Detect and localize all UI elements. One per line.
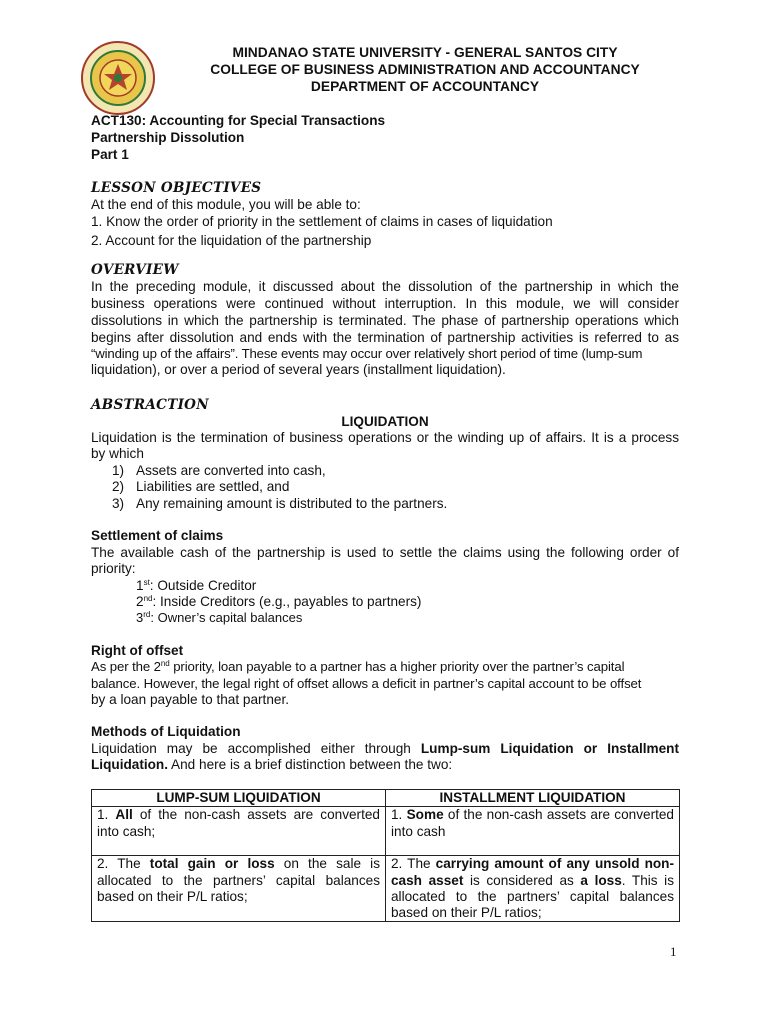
liquidation-step: 2) Liabilities are settled, and — [112, 479, 290, 494]
settlement-heading: Settlement of claims — [91, 528, 224, 543]
overview-line: In the preceding module, it discussed about the dissolution of the partnership in which the — [91, 279, 679, 294]
liquidation-step: 1) Assets are converted into cash, — [112, 463, 326, 478]
table-row — [92, 856, 680, 922]
course-part: Part 1 — [91, 147, 129, 162]
settlement-line: priority: — [91, 561, 136, 576]
table-cell: 1. All of the non-cash assets are converted into cash; — [92, 807, 386, 856]
overview-line: dissolutions in which the partnership is terminated. The phase of partnership operations which — [91, 313, 679, 328]
offset-line: As per the 2nd priority, loan payable to a partner has a higher priority over the partner’s capital — [91, 659, 625, 674]
overview-line: business operations were continued without interruption. In this module, we will consider — [91, 296, 679, 311]
liquidation-step: 3) Any remaining amount is distributed to the partners. — [112, 496, 448, 511]
table-row — [92, 807, 680, 856]
header-department: DEPARTMENT OF ACCOUNTANCY — [310, 79, 540, 94]
university-seal-logo — [80, 40, 156, 116]
priority-item: 2nd: Inside Creditors (e.g., payables to partners) — [136, 594, 422, 609]
header-university: MINDANAO STATE UNIVERSITY - GENERAL SANTOS CITY — [232, 45, 618, 60]
offset-line: balance. However, the legal right of offset allows a deficit in partner’s capital account to be offset — [91, 676, 642, 691]
liquidation-intro-line: by which — [91, 446, 144, 461]
table-cell: 2. The total gain or loss on the sale is allocated to the partners’ capital balances based on their P/L ratios; — [92, 856, 386, 922]
table-cell: 2. The carrying amount of any unsold non-cash asset is considered as a loss. This is allocated to the partners’ capital balances based on their P/L ratios; — [386, 856, 680, 922]
course-topic: Partnership Dissolution — [91, 130, 245, 145]
header-college: COLLEGE OF BUSINESS ADMINISTRATION AND ACCOUNTANCY — [210, 62, 640, 77]
table-header-installment: INSTALLMENT LIQUIDATION — [386, 790, 680, 807]
lesson-objectives-heading: LESSON OBJECTIVES — [91, 180, 262, 196]
abstraction-heading: ABSTRACTION — [91, 397, 209, 413]
offset-heading: Right of offset — [91, 643, 184, 658]
objectives-intro: At the end of this module, you will be able to: — [91, 197, 361, 212]
methods-heading: Methods of Liquidation — [91, 724, 241, 739]
overview-heading: OVERVIEW — [91, 262, 179, 278]
liquidation-comparison-table — [91, 789, 680, 922]
offset-line: by a loan payable to that partner. — [91, 692, 290, 707]
table-header-row — [92, 790, 680, 807]
table-header-lump-sum: LUMP-SUM LIQUIDATION — [92, 790, 386, 807]
overview-line: “winding up of the affairs”. These events may occur over relatively short period of time (lump-sum — [91, 346, 643, 361]
settlement-line: The available cash of the partnership is used to settle the claims using the following order of — [91, 545, 679, 560]
overview-line: begins after dissolution and ends with the termination of partnership activities is referred to as — [91, 330, 679, 345]
page-number: 1 — [670, 944, 677, 959]
priority-item: 1st: Outside Creditor — [136, 578, 257, 593]
priority-item: 3rd: Owner’s capital balances — [136, 610, 303, 625]
objective-item: 2. Account for the liquidation of the partnership — [91, 233, 372, 248]
table-cell: 1. Some of the non-cash assets are converted into cash — [386, 807, 680, 856]
overview-line: liquidation), or over a period of several years (installment liquidation). — [91, 362, 506, 377]
methods-line: Liquidation. And here is a brief distinction between the two: — [91, 757, 453, 772]
course-title: ACT130: Accounting for Special Transactions — [91, 113, 386, 128]
liquidation-intro-line: Liquidation is the termination of business operations or the winding up of affairs. It is a process — [91, 430, 679, 445]
liquidation-subheading: LIQUIDATION — [341, 414, 429, 429]
objective-item: 1. Know the order of priority in the settlement of claims in cases of liquidation — [91, 214, 553, 229]
methods-line: Liquidation may be accomplished either through Lump-sum Liquidation or Installment — [91, 741, 679, 756]
